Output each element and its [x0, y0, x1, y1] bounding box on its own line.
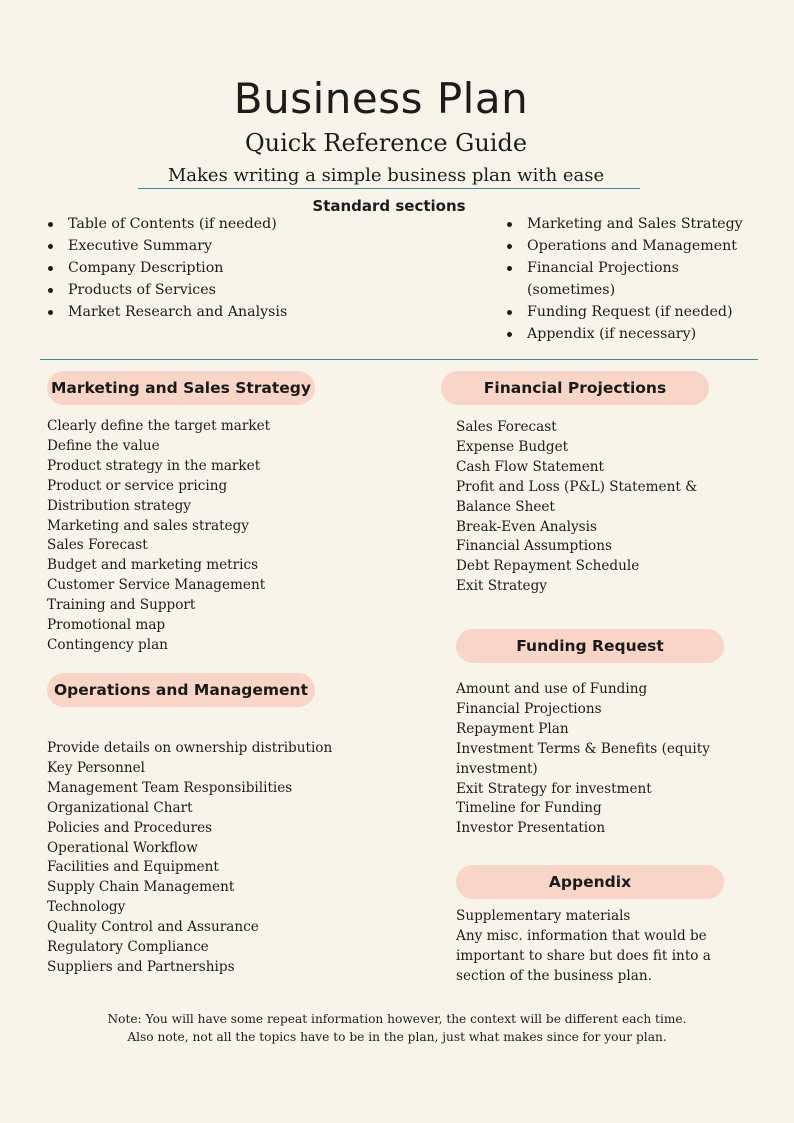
- standard-sections-right-list: [506, 213, 746, 345]
- list-item: Suppliers and Partnerships: [47, 958, 235, 975]
- list-item: Training and Support: [47, 597, 196, 614]
- list-item: Appendix (if necessary): [506, 323, 746, 345]
- list-item: Sales Forecast: [47, 537, 148, 554]
- list-item: Facilities and Equipment: [47, 859, 219, 876]
- list-item: Quality Control and Assurance: [47, 919, 259, 936]
- financial-list: [456, 418, 756, 597]
- list-item: Sales Forecast: [456, 419, 557, 435]
- list-item: Provide details on ownership distribution: [47, 740, 333, 756]
- list-item: Executive Summary: [47, 235, 367, 257]
- marketing-list: [47, 417, 407, 656]
- standard-sections-heading: Standard sections: [312, 197, 466, 215]
- list-item: Debt Repayment Schedule: [456, 558, 640, 575]
- list-item: Marketing and Sales Strategy: [506, 213, 746, 235]
- funding-list: [456, 680, 718, 839]
- list-item: Operations and Management: [506, 235, 746, 257]
- list-item: Funding Request (if needed): [506, 301, 746, 323]
- list-item: Financial Assumptions: [456, 538, 612, 555]
- appendix-list: [456, 907, 756, 987]
- list-item: Timeline for Funding: [456, 800, 602, 817]
- section-divider: [40, 359, 758, 360]
- list-item: Define the value: [47, 437, 160, 454]
- page-tagline: Makes writing a simple business plan with ease: [167, 165, 605, 186]
- list-item: Expense Budget: [456, 438, 569, 455]
- operations-heading: Operations and Management: [47, 673, 315, 707]
- list-item: Investor Presentation: [456, 820, 606, 837]
- list-item: Exit Strategy: [456, 578, 547, 595]
- standard-sections-left-list: [47, 213, 367, 323]
- list-item: Marketing and sales strategy: [47, 517, 249, 534]
- list-item: Key Personnel: [47, 759, 145, 776]
- footer-note: [0, 1010, 794, 1046]
- marketing-heading: Marketing and Sales Strategy: [47, 371, 315, 405]
- funding-heading: Funding Request: [456, 629, 724, 663]
- list-item: Exit Strategy for investment: [456, 780, 652, 797]
- footer-note-line-1: Note: You will have some repeat information however, the context will be different each time.: [107, 1012, 687, 1026]
- list-item: Profit and Loss (P&L) Statement & Balance Sheet: [456, 478, 698, 515]
- list-item: Amount and use of Funding: [456, 681, 648, 697]
- list-item: Customer Service Management: [47, 577, 266, 594]
- list-item: Company Description: [47, 257, 367, 279]
- list-item: Break-Even Analysis: [456, 518, 597, 535]
- list-item: Contingency plan: [47, 636, 168, 653]
- list-item: Promotional map: [47, 617, 166, 634]
- list-item: Regulatory Compliance: [47, 939, 209, 956]
- list-item: Any misc. information that would be important to share but does fit into a section of the business plan.: [456, 927, 711, 984]
- list-item: Policies and Procedures: [47, 819, 213, 836]
- list-item: Operational Workflow: [47, 839, 198, 856]
- page-subtitle: Quick Reference Guide: [244, 129, 528, 157]
- list-item: Technology: [47, 899, 126, 916]
- list-item: Cash Flow Statement: [456, 458, 605, 475]
- list-item: Table of Contents (if needed): [47, 213, 367, 235]
- list-item: Financial Projections: [456, 700, 602, 717]
- footer-note-line-2: Also note, not all the topics have to be in the plan, just what makes since for your plan.: [127, 1030, 667, 1044]
- list-item: Investment Terms & Benefits (equity investment): [456, 740, 710, 777]
- page-title: Business Plan: [233, 74, 529, 123]
- list-item: Market Research and Analysis: [47, 301, 367, 323]
- list-item: Organizational Chart: [47, 799, 193, 816]
- list-item: Products of Services: [47, 279, 367, 301]
- list-item: Budget and marketing metrics: [47, 557, 259, 574]
- list-item: Repayment Plan: [456, 720, 569, 737]
- appendix-heading: Appendix: [456, 865, 724, 899]
- list-item: Supplementary materials: [456, 908, 631, 924]
- list-item: Distribution strategy: [47, 497, 191, 514]
- financial-heading: Financial Projections: [441, 371, 709, 405]
- operations-list: [47, 739, 407, 978]
- list-item: Supply Chain Management: [47, 879, 235, 896]
- list-item: Clearly define the target market: [47, 418, 271, 434]
- list-item: Product strategy in the market: [47, 457, 261, 474]
- header-divider: [138, 188, 640, 189]
- list-item: Financial Projections (sometimes): [506, 257, 746, 301]
- list-item: Management Team Responsibilities: [47, 779, 293, 796]
- list-item: Product or service pricing: [47, 477, 228, 494]
